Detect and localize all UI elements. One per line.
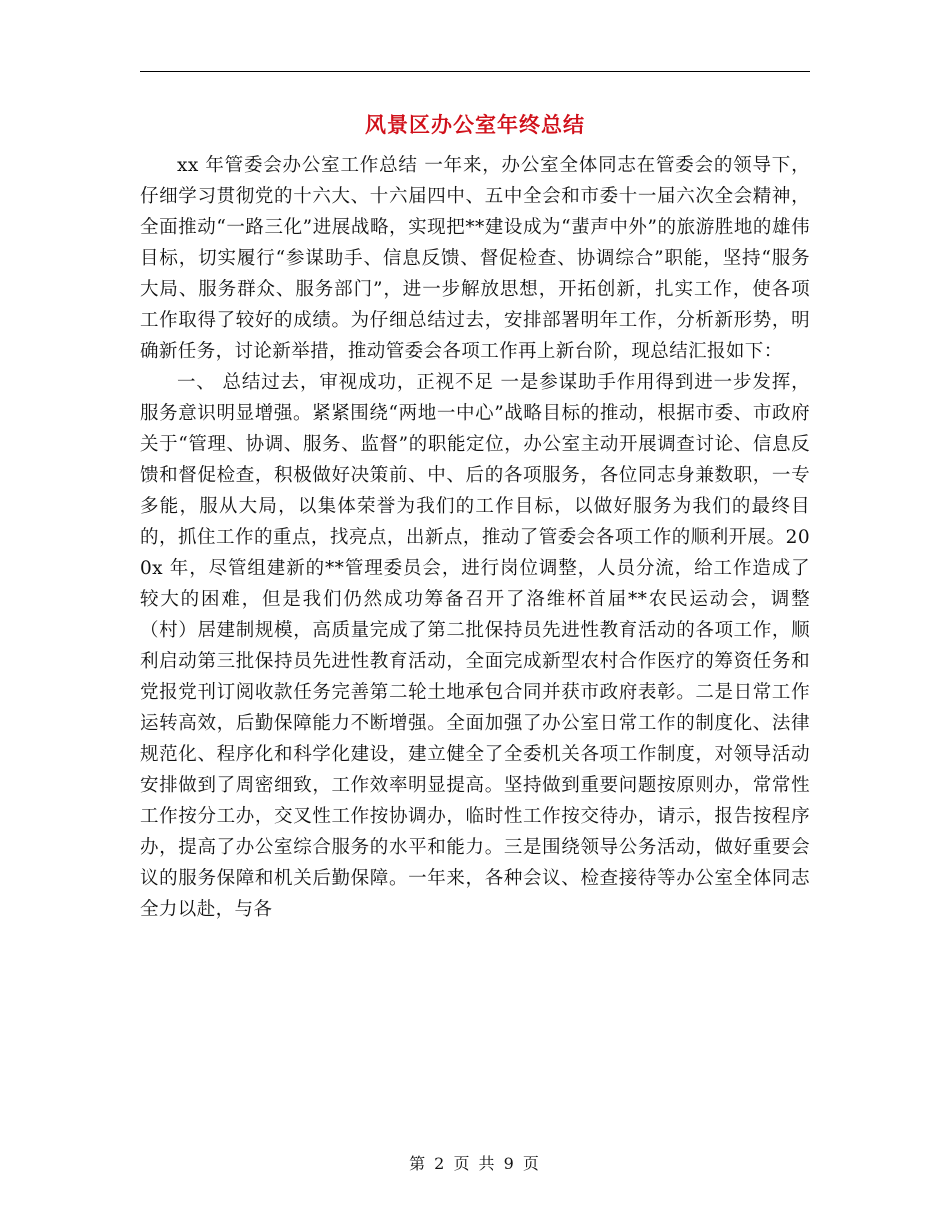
paragraph-section-one: 一、 总结过去，审视成功，正视不足 一是参谋助手作用得到进一步发挥，服务意识明显增强。紧紧围绕“两地一中心”战略目标的推动，根据市委、市政府关于“管理、协调、服务、监督”的职能定位，办公室主动开展调查讨论、信息反馈和督促检查，积极做好决策前、中、后的各项服务，各位同志身兼数职，一专多能，服从大局，以集体荣誉为我们的工作目标，以做好服务为我们的最终目的，抓住工作的重点，找亮点，出新点，推动了管委会各项工作的顺利开展。200x 年，尽管组建新的**管理委员会，进行岗位调整，人员分流，给工作造成了较大的困难，但是我们仍然成功筹备召开了洛维杯首届**农民运动会，调整（村）居建制规模，高质量完成了第二批保持员先进性教育活动的各项工作，顺利启动第三批保持员先进性教育活动，全面完成新型农村合作医疗的筹资任务和党报党刊订阅收款任务完善第二轮土地承包合同并获市政府表彰。二是日常工作运转高效，后勤保障能力不断增强。全面加强了办公室日常工作的制度化、法律规范化、程序化和科学化建设，建立健全了全委机关各项工作制度，对领导活动安排做到了周密细致，工作效率明显提高。坚持做到重要问题按原则办，常常性工作按分工办，交叉性工作按协调办，临时性工作按交待办，请示，报告按程序办，提高了办公室综合服务的水平和能力。三是围绕领导公务活动，做好重要会议的服务保障和机关后勤保障。一年来，各种会议、检查接待等办公室全体同志全力以赴，与各 [140,372,810,920]
page-number: 第 2 页 共 9 页 [409,1154,541,1173]
document-title: 风景区办公室年终总结 [365,112,585,137]
paragraph-intro: xx 年管委会办公室工作总结 一年来，办公室全体同志在管委会的领导下，仔细学习贯彻党的十六大、十六届四中、五中全会和市委十一届六次全会精神，全面推动“一路三化”进展战略，实现把**建设成为“蜚声中外”的旅游胜地的雄伟目标，切实履行“参谋助手、信息反馈、督促检查、协调综合”职能，坚持“服务大局、服务群众、服务部门”，进一步解放思想，开拓创新，扎实工作，使各项工作取得了较好的成绩。为仔细总结过去，安排部署明年工作，分析新形势，明确新任务，讨论新举措，推动管委会各项工作再上新台阶，现总结汇报如下： [140,155,810,362]
document-body [140,150,810,925]
header-rule [140,71,810,72]
